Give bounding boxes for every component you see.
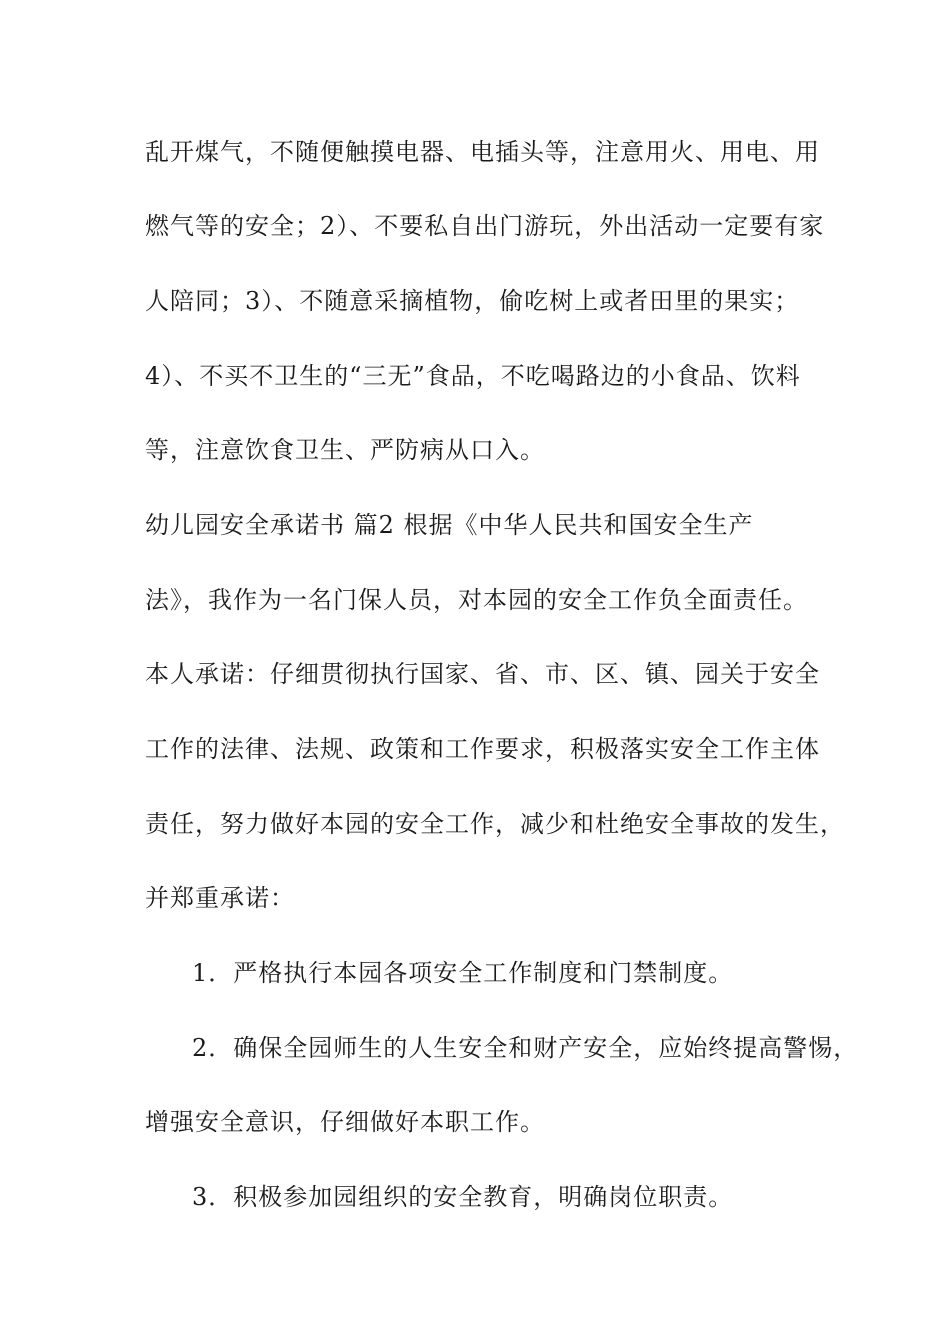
text-line: 责任，努力做好本园的安全工作，减少和杜绝安全事故的发生， <box>145 810 845 838</box>
list-item: 1．严格执行本园各项安全工作制度和门禁制度。 <box>192 959 734 987</box>
text-line: 燃气等的安全；2）、不要私自出门游玩，外出活动一定要有家 <box>145 212 825 240</box>
text-line: 乱开煤气，不随便触摸电器、电插头等，注意用火、用电、用 <box>145 138 820 166</box>
text-line: 工作的法律、法规、政策和工作要求，积极落实安全工作主体 <box>145 735 820 763</box>
text-line: 人陪同；3）、不随意采摘植物，偷吃树上或者田里的果实； <box>145 287 800 315</box>
text-line: 法》，我作为一名门保人员，对本园的安全工作负全面责任。 <box>145 586 808 614</box>
text-line: 4）、不买不卫生的“三无”食品，不吃喝路边的小食品、饮料 <box>145 362 801 390</box>
list-item: 3．积极参加园组织的安全教育，明确岗位职责。 <box>192 1183 734 1211</box>
text-line: 增强安全意识，仔细做好本职工作。 <box>145 1108 545 1136</box>
text-line: 等，注意饮食卫生、严防病从口入。 <box>145 436 545 464</box>
section-heading-line: 幼儿园安全承诺书 篇2 根据《中华人民共和国安全生产 <box>145 511 754 539</box>
text-line: 并郑重承诺： <box>145 884 295 912</box>
text-line: 本人承诺：仔细贯彻执行国家、省、市、区、镇、园关于安全 <box>145 660 820 688</box>
list-item: 2．确保全园师生的人生安全和财产安全，应始终提高警惕， <box>192 1034 859 1062</box>
